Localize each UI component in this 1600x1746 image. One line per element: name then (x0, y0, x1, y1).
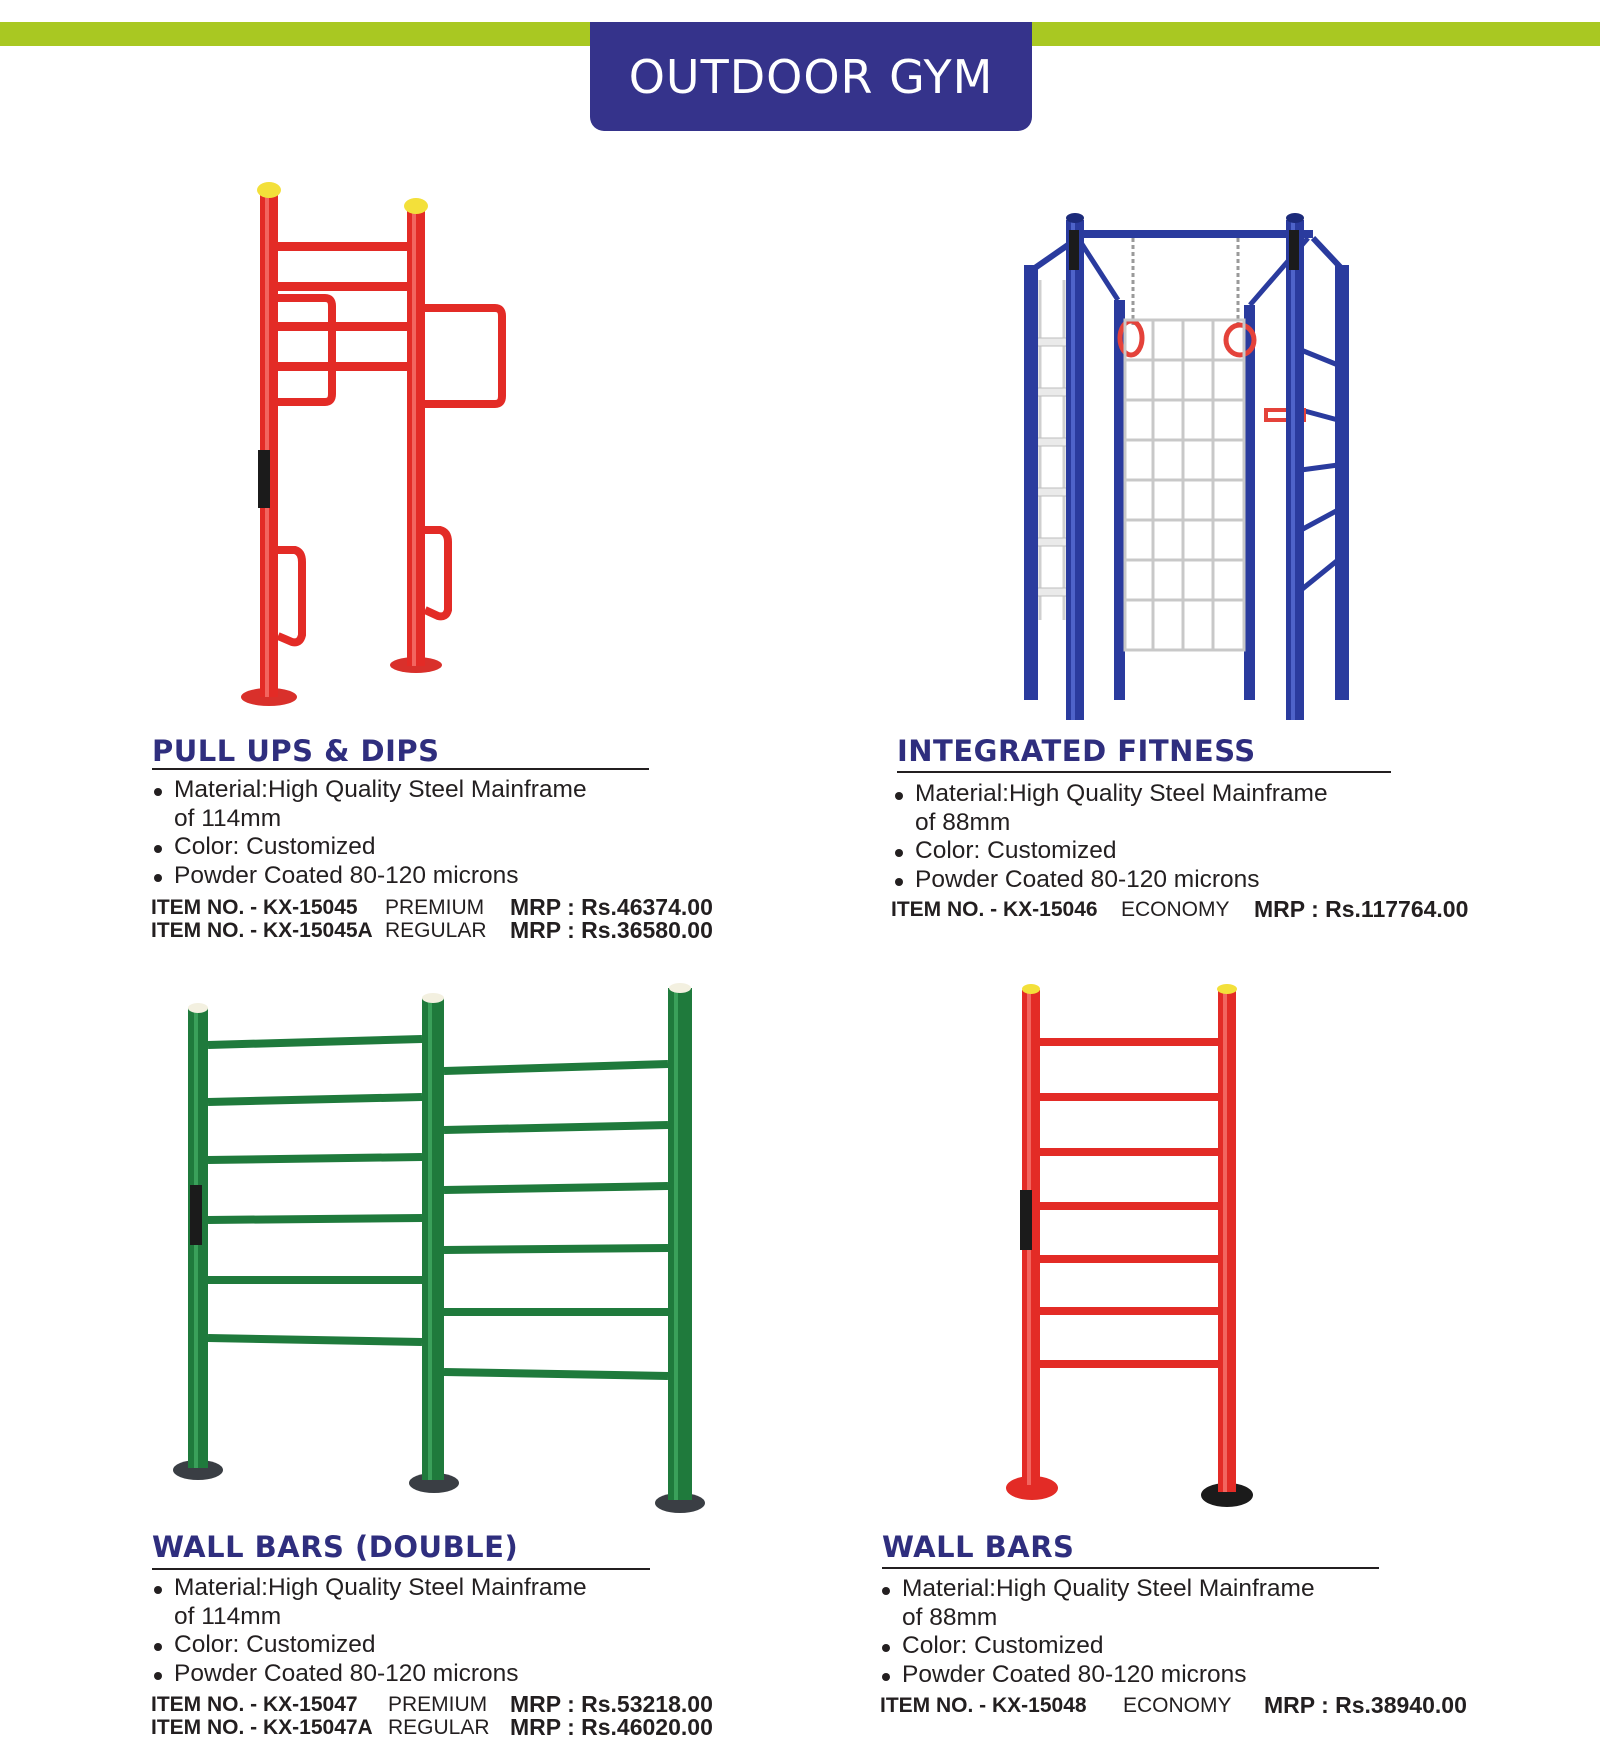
bullet-icon (154, 845, 162, 853)
spec-item: Color: Customized (152, 833, 587, 862)
item-grade: REGULAR (388, 1716, 490, 1739)
item-grade: PREMIUM (388, 1693, 488, 1716)
bullet-icon (882, 1673, 890, 1681)
item-price: MRP : Rs.53218.00 (510, 1691, 713, 1717)
bullet-icon (882, 1644, 890, 1652)
bullet-icon (895, 878, 903, 886)
item-number: ITEM NO. - KX-15046 (891, 898, 1098, 921)
product-title: WALL BARS (882, 1530, 1075, 1564)
item-row (151, 894, 713, 920)
title-underline (897, 771, 1391, 773)
header-banner (590, 22, 1032, 131)
product-image-wall-bars (1000, 980, 1270, 1520)
product-image-wall-bars-double (170, 980, 720, 1515)
spec-item: Material:High Quality Steel Mainframe of 88mm (893, 780, 1328, 837)
item-grade: ECONOMY (1121, 898, 1230, 921)
item-price: MRP : Rs.38940.00 (1264, 1692, 1467, 1718)
spec-item: Color: Customized (880, 1632, 1315, 1661)
bullet-icon (882, 1587, 890, 1595)
item-row (880, 1692, 1467, 1718)
product-title: WALL BARS (DOUBLE) (152, 1530, 519, 1564)
product-image-pull-ups-dips (240, 180, 540, 710)
item-price: MRP : Rs.36580.00 (510, 917, 713, 943)
bullet-icon (154, 874, 162, 882)
item-number: ITEM NO. - KX-15045A (151, 919, 373, 942)
spec-item: Material:High Quality Steel Mainframe of 88mm (880, 1575, 1315, 1632)
item-number: ITEM NO. - KX-15047 (151, 1693, 358, 1716)
item-row (151, 1691, 713, 1717)
title-underline (882, 1567, 1379, 1569)
spec-item: Material:High Quality Steel Mainframe of 114mm (152, 1574, 587, 1631)
spec-item: Color: Customized (152, 1631, 587, 1660)
item-row (151, 1714, 713, 1740)
item-number: ITEM NO. - KX-15047A (151, 1716, 373, 1739)
item-price: MRP : Rs.46020.00 (510, 1714, 713, 1740)
spec-list (152, 1574, 587, 1688)
bullet-icon (154, 1643, 162, 1651)
page-title: OUTDOOR GYM (628, 49, 994, 104)
product-title: PULL UPS & DIPS (152, 734, 440, 768)
bullet-icon (154, 788, 162, 796)
item-number: ITEM NO. - KX-15048 (880, 1694, 1087, 1717)
spec-item: Color: Customized (893, 837, 1328, 866)
item-price: MRP : Rs.46374.00 (510, 894, 713, 920)
spec-list (893, 780, 1328, 894)
item-row (891, 896, 1469, 922)
item-price: MRP : Rs.117764.00 (1254, 896, 1469, 922)
spec-item: Powder Coated 80-120 microns (880, 1661, 1315, 1690)
spec-list (880, 1575, 1315, 1689)
title-underline (152, 768, 649, 770)
bullet-icon (895, 849, 903, 857)
item-row (151, 917, 713, 943)
spec-item: Powder Coated 80-120 microns (152, 862, 587, 891)
bullet-icon (895, 792, 903, 800)
spec-item: Powder Coated 80-120 microns (893, 866, 1328, 895)
bullet-icon (154, 1672, 162, 1680)
spec-item: Powder Coated 80-120 microns (152, 1660, 587, 1689)
title-underline (152, 1568, 650, 1570)
item-grade: ECONOMY (1123, 1694, 1232, 1717)
product-image-integrated-fitness (1018, 200, 1353, 720)
item-grade: PREMIUM (385, 896, 485, 919)
item-grade: REGULAR (385, 919, 487, 942)
product-title: INTEGRATED FITNESS (897, 734, 1256, 768)
bullet-icon (154, 1586, 162, 1594)
spec-list (152, 776, 587, 890)
spec-item: Material:High Quality Steel Mainframe of 114mm (152, 776, 587, 833)
item-number: ITEM NO. - KX-15045 (151, 896, 358, 919)
